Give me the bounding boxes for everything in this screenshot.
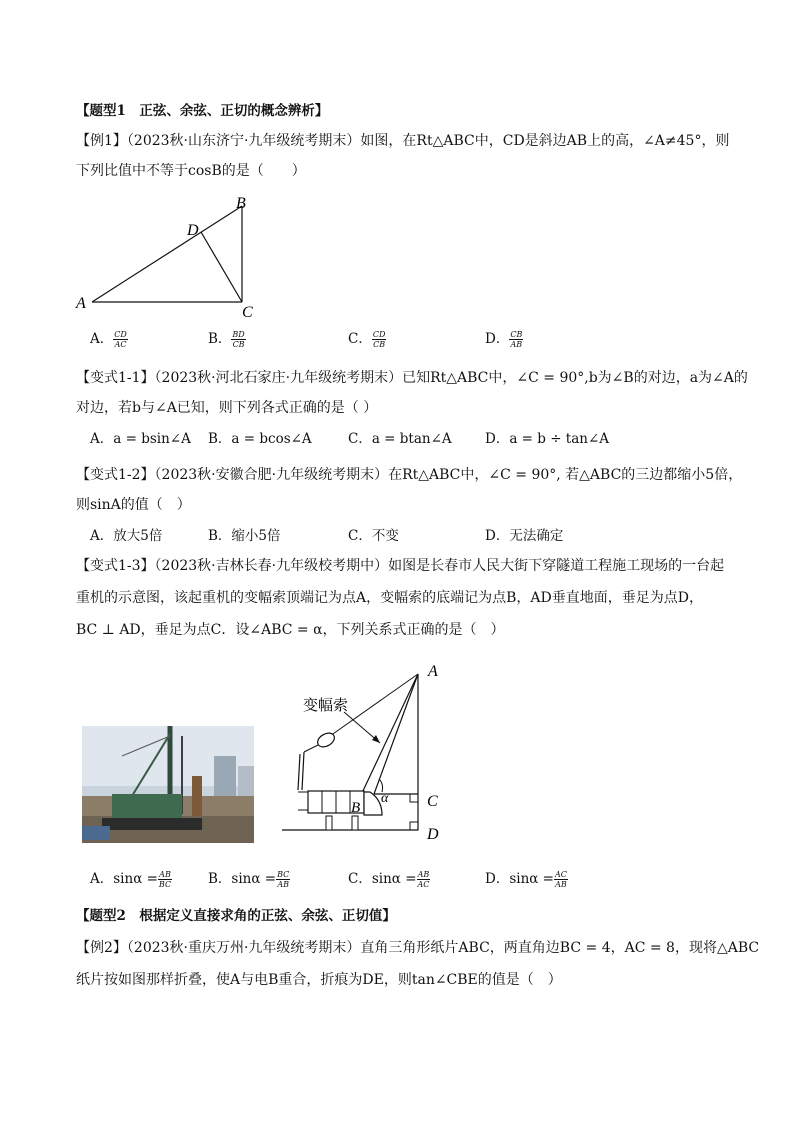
- option-d[interactable]: D．无法确定: [485, 528, 564, 544]
- variant-1-3-text-line3: BC ⊥ AD，垂足为点C．设∠ABC = α，下列关系式正确的是（ ）: [76, 622, 505, 638]
- variant-1-2-text-line2: 则sinA的值（ ）: [76, 497, 191, 513]
- section-title-2: 【题型2 根据定义直接求角的正弦、余弦、正切值】: [76, 908, 396, 924]
- label-d: D: [187, 222, 199, 239]
- variant-1-3-options: [90, 869, 740, 891]
- cable-label: 变幅索: [303, 698, 349, 714]
- option-d[interactable]: D．sinα = $\frac{AC}{AB}$: [485, 870, 567, 889]
- label-c: C: [427, 793, 438, 810]
- label-b: B: [236, 195, 246, 212]
- crane-schematic: [278, 660, 458, 845]
- variant-1-3-text-line1: 【变式1-3】（2023秋·吉林长春·九年级校考期中）如图是长春市人民大街下穿隧道工程施工现场的一台起: [76, 558, 725, 574]
- option-a[interactable]: A．放大5倍: [90, 528, 163, 544]
- example-2-text-line1: 【例2】（2023秋·重庆万州·九年级统考期末）直角三角形纸片ABC，两直角边BC = 4，AC = 8，现将△ABC: [76, 940, 760, 956]
- option-a[interactable]: A．a = bsin∠A: [90, 431, 191, 447]
- option-b[interactable]: B．缩小5倍: [208, 528, 281, 544]
- option-b[interactable]: B．a = bcos∠A: [208, 431, 312, 447]
- section-title-1: 【题型1 正弦、余弦、正切的概念辨析】: [76, 103, 329, 119]
- variant-1-1-options: [90, 429, 740, 449]
- label-b: B: [351, 800, 361, 816]
- label-alpha: α: [381, 791, 389, 806]
- variant-1-2-options: [90, 526, 740, 546]
- option-c[interactable]: C． $\frac{CD}{CB}$: [348, 330, 386, 349]
- variant-1-1-text-line1: 【变式1-1】（2023秋·河北石家庄·九年级统考期末）已知Rt△ABC中，∠C = 90°,b为∠B的对边，a为∠A的: [76, 370, 748, 386]
- option-d[interactable]: D． $\frac{CB}{AB}$: [485, 330, 523, 349]
- variant-1-3-text-line2: 重机的示意图，该起重机的变幅索顶端记为点A，变幅索的底端记为点B，AD垂直地面，垂足为点D，: [76, 590, 703, 606]
- triangle-abc-figure: [70, 190, 270, 325]
- option-c[interactable]: C．不变: [348, 528, 399, 544]
- example-2-text-line2: 纸片按如图那样折叠，使A与电B重合，折痕为DE，则tan∠CBE的值是（ ）: [76, 972, 562, 988]
- option-c[interactable]: C．sinα = $\frac{AB}{AC}$: [348, 870, 430, 889]
- label-a: A: [428, 663, 438, 680]
- example-1-text-line2: 下列比值中不等于cosB的是（ ）: [76, 163, 306, 179]
- variant-1-1-text-line2: 对边，若b与∠A已知，则下列各式正确的是（ ）: [76, 400, 378, 416]
- example-1-text-line1: 【例1】（2023秋·山东济宁·九年级统考期末）如图，在Rt△ABC中，CD是斜边AB上的高，∠A≠45°，则: [76, 133, 730, 149]
- option-b[interactable]: B．sinα = $\frac{BC}{AB}$: [208, 870, 290, 889]
- option-d[interactable]: D．a = b ÷ tan∠A: [485, 431, 610, 447]
- label-c: C: [242, 304, 253, 321]
- option-a[interactable]: A． $\frac{CD}{AC}$: [90, 330, 127, 349]
- crane-photo: [82, 726, 254, 843]
- label-a: A: [76, 295, 86, 312]
- variant-1-2-text-line1: 【变式1-2】（2023秋·安徽合肥·九年级统考期末）在Rt△ABC中，∠C = 90°, 若△ABC的三边都缩小5倍，: [76, 467, 743, 483]
- option-c[interactable]: C．a = btan∠A: [348, 431, 452, 447]
- option-a[interactable]: A．sinα = $\frac{AB}{BC}$: [90, 870, 172, 889]
- label-d: D: [427, 826, 439, 843]
- option-b[interactable]: B． $\frac{BD}{CB}$: [208, 330, 245, 349]
- example-1-options: [90, 329, 740, 349]
